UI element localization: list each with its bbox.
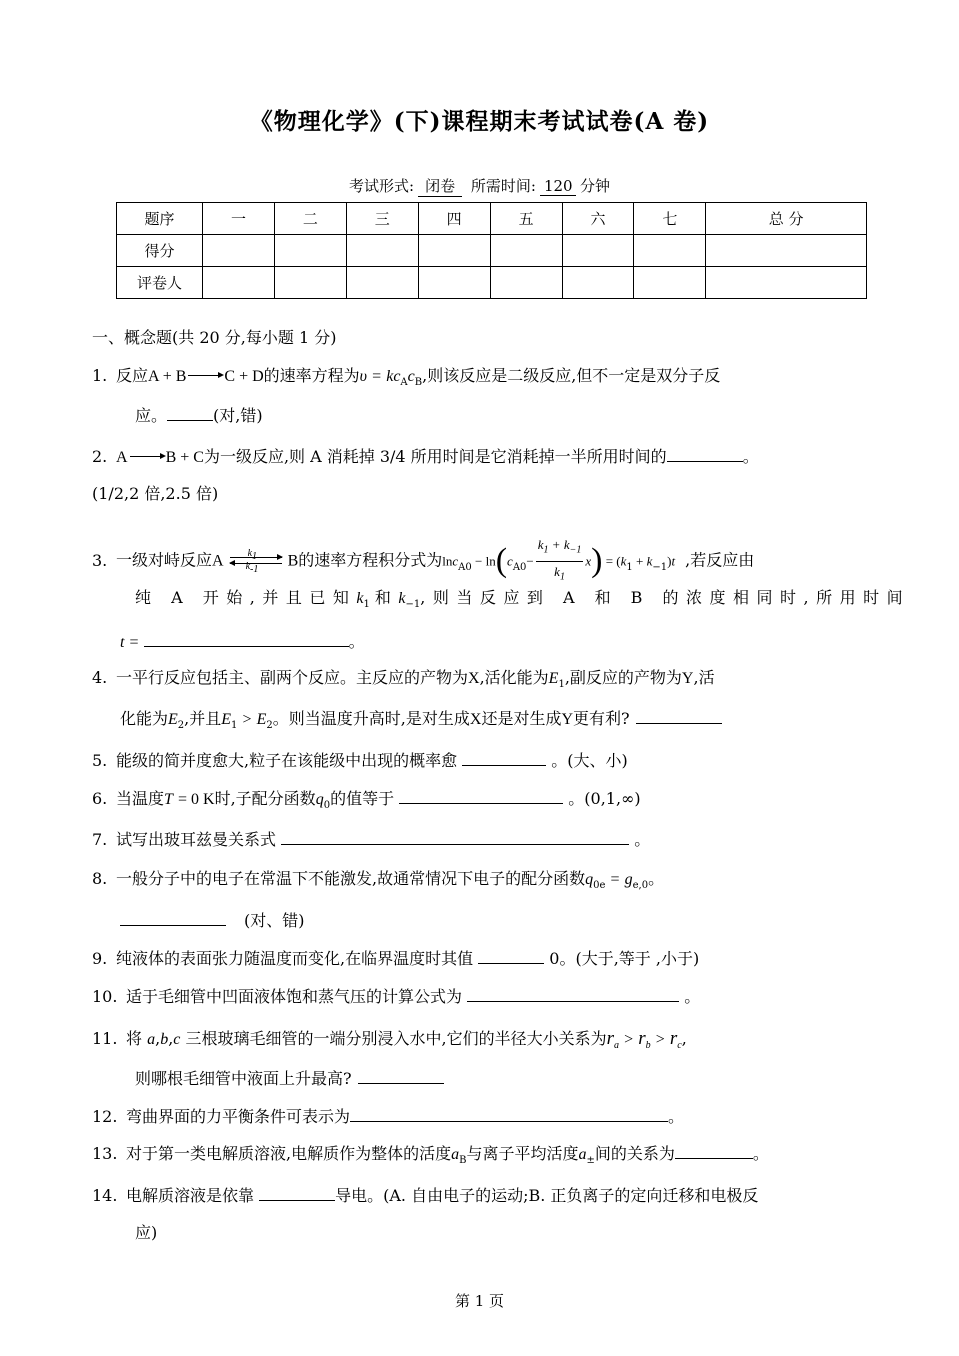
question-6: 6. 当温度T = 0 K时,子配分函数$q_0$的值等于 。(0,1,∞) [92, 789, 641, 812]
question-2: 2. A B + C为一级反应,则 A 消耗掉 3/4 所用时间是它消耗掉一半所用时间的 。 [92, 447, 759, 466]
question-11: 11. 将 a,b,c 三根玻璃毛细管的一端分别浸入水中,它们的半径大小关系为$r_a > r_b > r_c$, [92, 1028, 687, 1052]
answer-blank-1[interactable] [167, 406, 213, 421]
question-3-answer: t = 。 [120, 632, 365, 651]
answer-blank-2[interactable] [667, 447, 743, 462]
answer-blank-10[interactable] [467, 987, 679, 1002]
question-5: 5. 能级的简并度愈大,粒子在该能级中出现的概率愈 。(大、小) [92, 751, 628, 770]
question-14: 14. 电解质溶液是依靠 导电。(A. 自由电子的运动;B. 正负离子的定向迁移和电极反 [92, 1186, 759, 1205]
question-1: 1. 反应A + B C + D的速率方程为$\upsilon = kc_Ac_B$,则该反应是二级反应,但不一定是双分子反 [92, 366, 721, 389]
question-8-cont: (对、错) [120, 911, 305, 931]
answer-blank-9[interactable] [478, 949, 544, 964]
score-table-header-row: 题序 一 二 三 四 五 六 七 总 分 [117, 203, 867, 235]
answer-blank-7[interactable] [281, 830, 629, 845]
question-3-cont: 纯 A 开始,并且已知$k_1$ 和$k_{-1}$,则当反应到 A 和 B 的浓度相同时,所用时间 [135, 588, 911, 611]
question-14-cont: 应) [135, 1223, 158, 1242]
answer-blank-4[interactable] [636, 709, 722, 724]
question-12: 12. 弯曲界面的力平衡条件可表示为 。 [92, 1107, 685, 1126]
question-4-cont: 化能为$E_2$,并且$E_1 > E_2$。则当温度升高时,是对生成X还是对生成Y更有利? [120, 709, 722, 736]
question-7: 7. 试写出玻耳兹曼关系式 。 [92, 830, 651, 849]
page-number: 第 1 页 [454, 1292, 505, 1310]
score-table-row-grader: 评卷人 [117, 267, 867, 299]
equilibrium-arrow-icon: $k_1$ $k_{-1}$ [228, 546, 284, 576]
exam-time-value: 120 [540, 177, 576, 196]
answer-blank-13[interactable] [675, 1144, 753, 1159]
score-table [116, 202, 867, 299]
answer-blank-5[interactable] [462, 751, 546, 766]
answer-blank-11[interactable] [358, 1069, 444, 1084]
answer-blank-12[interactable] [350, 1107, 668, 1122]
section-heading: 一、概念题(共 20 分,每小题 1 分) [92, 328, 337, 347]
question-11-cont: 则哪根毛细管中液面上升最高? [135, 1069, 444, 1089]
question-10: 10. 适于毛细管中凹面液体饱和蒸气压的计算公式为 。 [92, 987, 701, 1006]
question-3: 3. 一级对峙反应A $k_1$ $k_{-1}$ B的速率方程积分式为$\ln c_{A0} - \ln(c_{A0}-$ $\frac{k_1 + k_{-1}}{k_1}$ $x) = (k_1 + k_{-1})t$ ,若反应由 [92, 537, 755, 583]
exam-form-value: 闭卷 [418, 175, 462, 197]
exam-meta: 考试形式: 闭卷 所需时间: 120 分钟 [349, 177, 610, 195]
question-9: 9. 纯液体的表面张力随温度而变化,在临界温度时其值 0。(大于,等于 ,小于) [92, 949, 700, 968]
answer-blank-6[interactable] [399, 789, 563, 804]
question-1-cont: 应。 (对,错) [135, 406, 263, 425]
question-13: 13. 对于第一类电解质溶液,电解质作为整体的活度$a_B$与离子平均活度$a_\pm$间的关系为 。 [92, 1144, 769, 1167]
answer-blank-8[interactable] [120, 911, 226, 926]
question-8: 8. 一般分子中的电子在常温下不能激发,故通常情况下电子的配分函数$q_{0e} = g_{e,0}$。 [92, 869, 665, 892]
answer-blank-3[interactable] [144, 632, 349, 647]
exam-title: 《物理化学》(下)课程期末考试试卷(A 卷) [249, 108, 710, 135]
question-4: 4. 一平行反应包括主、副两个反应。主反应的产物为X,活化能为$E_1$,副反应的产物为Y,活 [92, 668, 715, 691]
question-2-options: (1/2,2 倍,2.5 倍) [92, 484, 219, 503]
score-table-row-score: 得分 [117, 235, 867, 267]
answer-blank-14[interactable] [259, 1186, 335, 1201]
